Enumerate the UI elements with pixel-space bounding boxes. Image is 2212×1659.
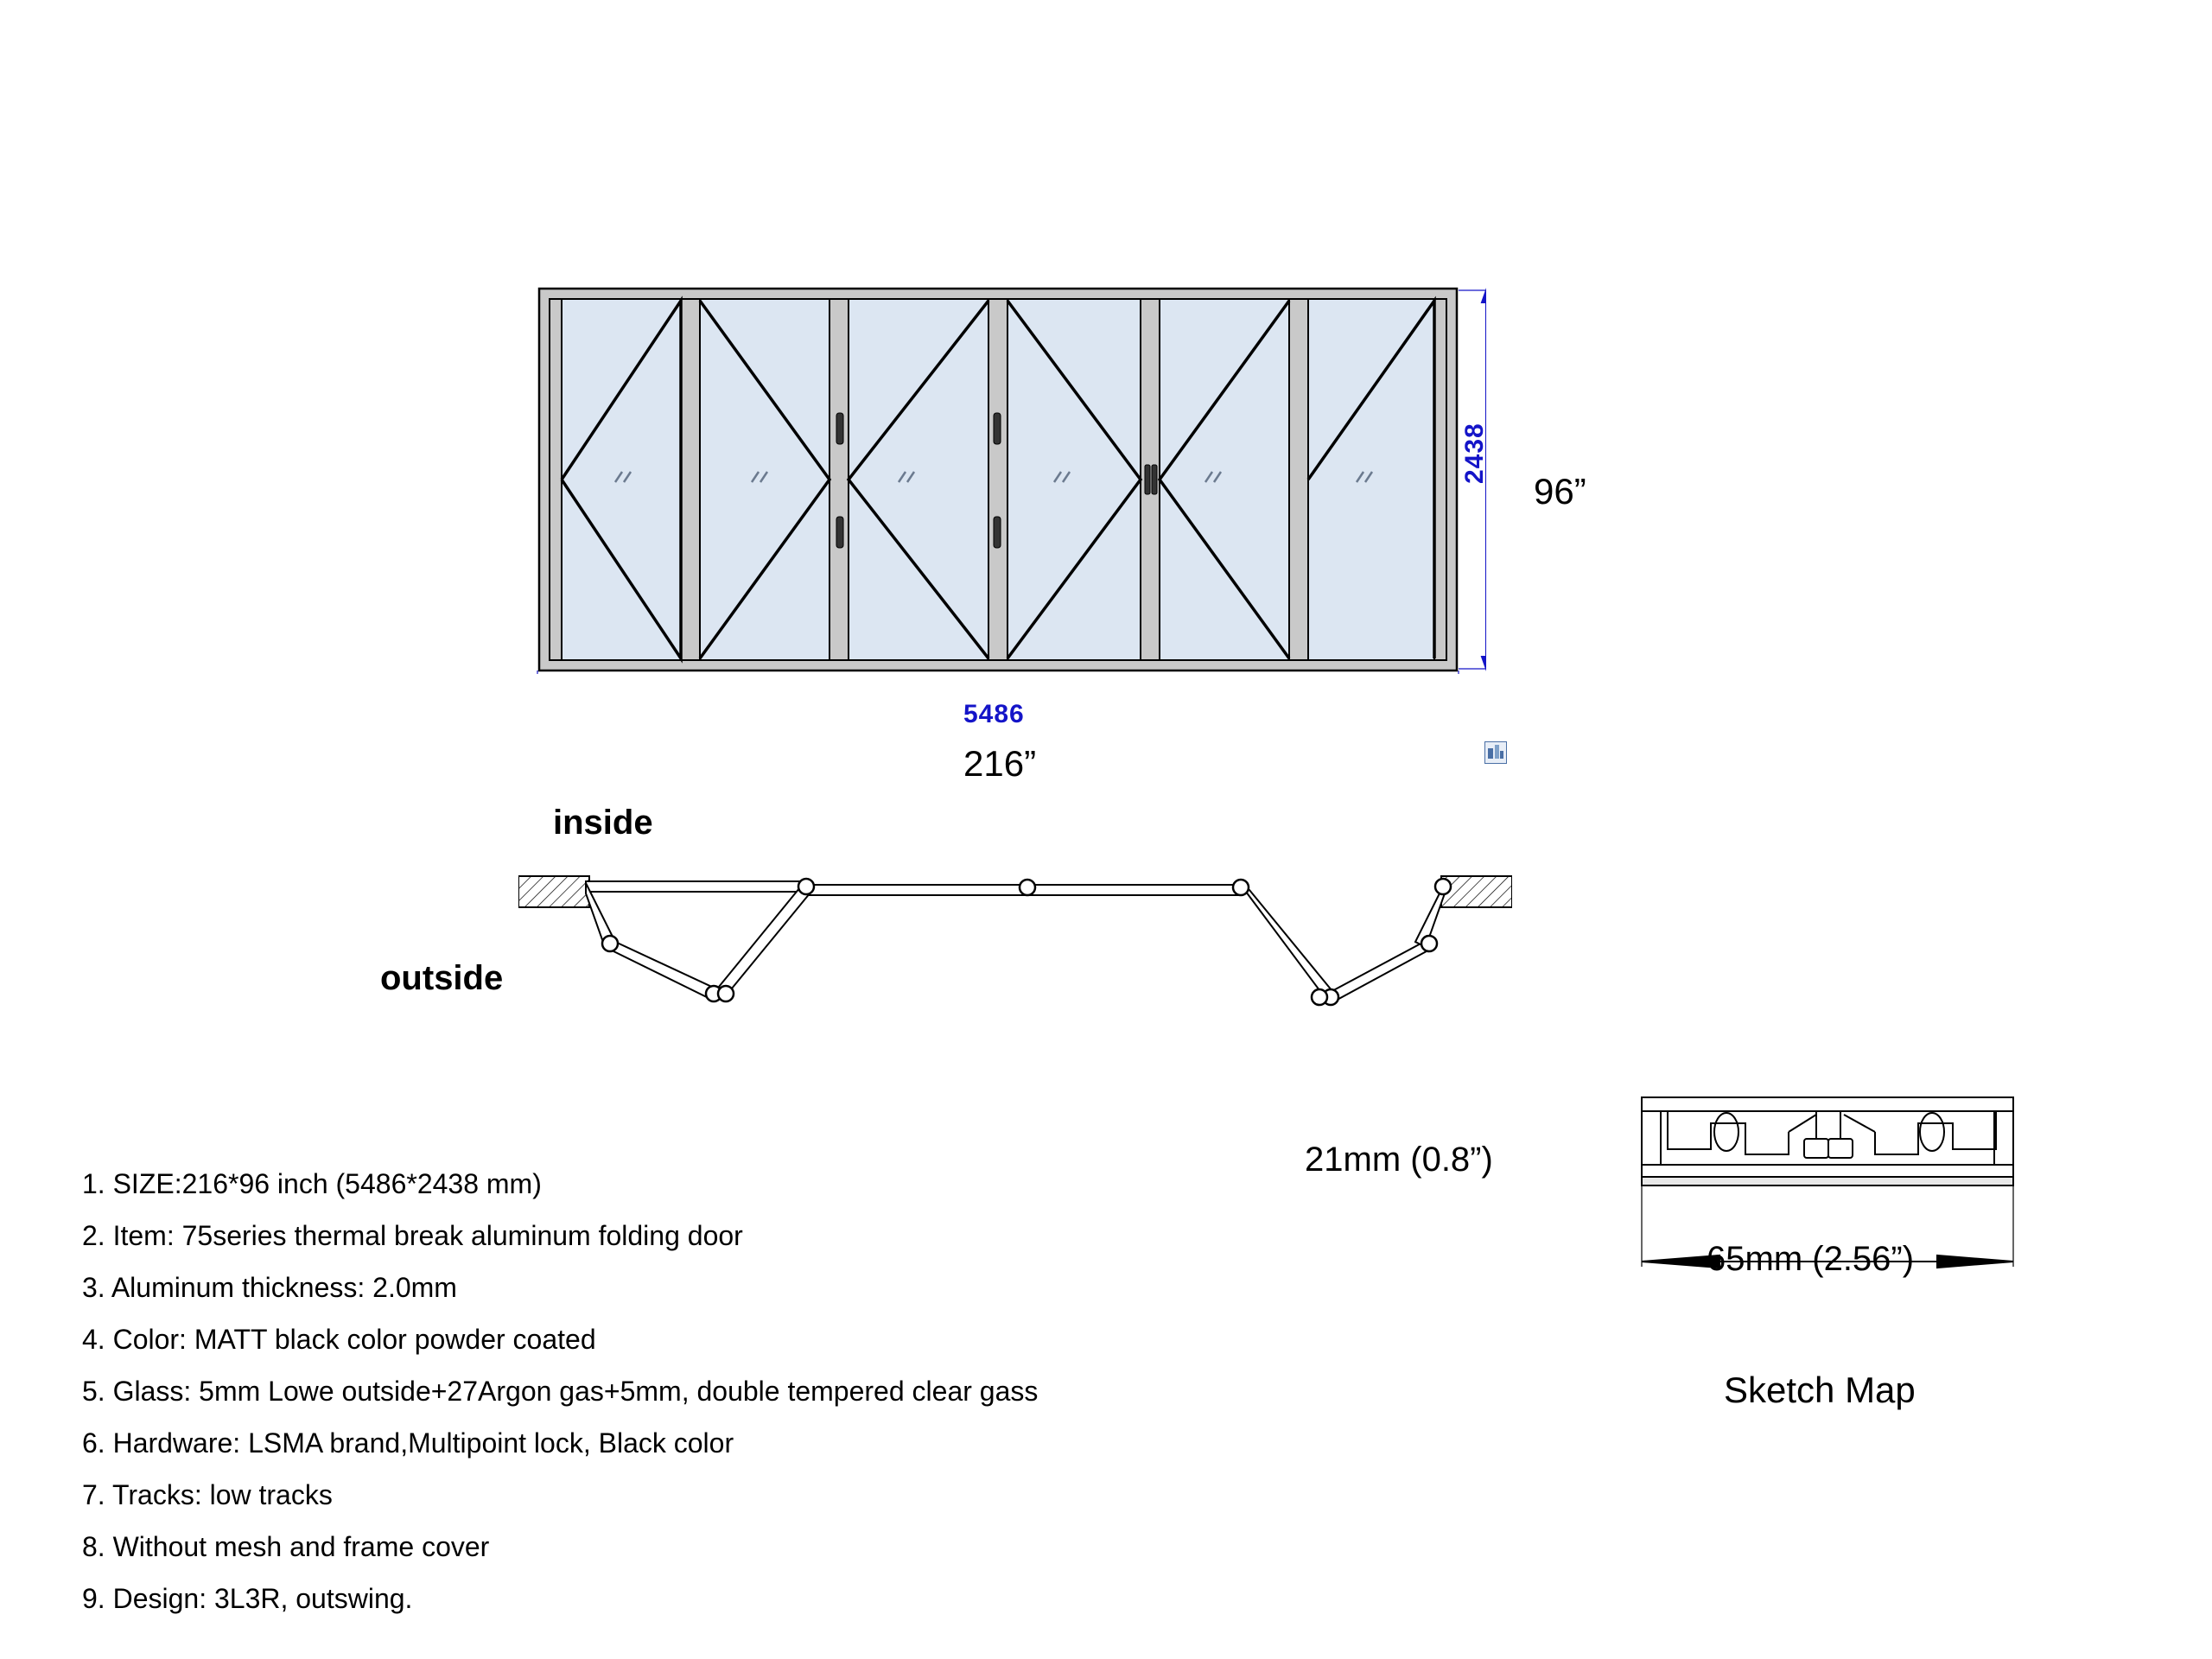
note-item-9: 9. Design: 3L3R, outswing.: [82, 1583, 413, 1614]
specification-notes: [82, 1158, 1465, 1624]
label-profile-depth: 21mm (0.8”): [1305, 1141, 1493, 1179]
door-elevation-drawing: [536, 285, 1486, 674]
note-item-3: 3. Aluminum thickness: 2.0mm: [82, 1272, 457, 1303]
dimension-width-mm: 5486: [963, 700, 1025, 728]
label-sketch-map: Sketch Map: [1724, 1370, 1916, 1410]
dimension-height-mm: 2438: [1460, 423, 1489, 484]
label-profile-width: 65mm (2.56”): [1707, 1240, 1915, 1278]
drawing-stamp-icon: [1484, 741, 1507, 764]
label-outside: outside: [380, 959, 504, 997]
label-inside: inside: [553, 804, 653, 842]
note-item-2: 2. Item: 75series thermal break aluminum folding door: [82, 1220, 743, 1251]
dimension-height-inch: 96”: [1534, 471, 1586, 512]
door-plan-view-drawing: [518, 864, 1512, 1020]
note-item-5: 5. Glass: 5mm Lowe outside+27Argon gas+5mm, double tempered clear gass: [82, 1376, 1039, 1407]
dimension-width-inch: 216”: [963, 743, 1037, 784]
note-item-4: 4. Color: MATT black color powder coated: [82, 1324, 596, 1355]
note-item-8: 8. Without mesh and frame cover: [82, 1531, 490, 1562]
note-item-6: 6. Hardware: LSMA brand,Multipoint lock, Black color: [82, 1427, 734, 1459]
note-item-1: 1. SIZE:216*96 inch (5486*2438 mm): [82, 1168, 542, 1199]
note-item-7: 7. Tracks: low tracks: [82, 1479, 333, 1510]
